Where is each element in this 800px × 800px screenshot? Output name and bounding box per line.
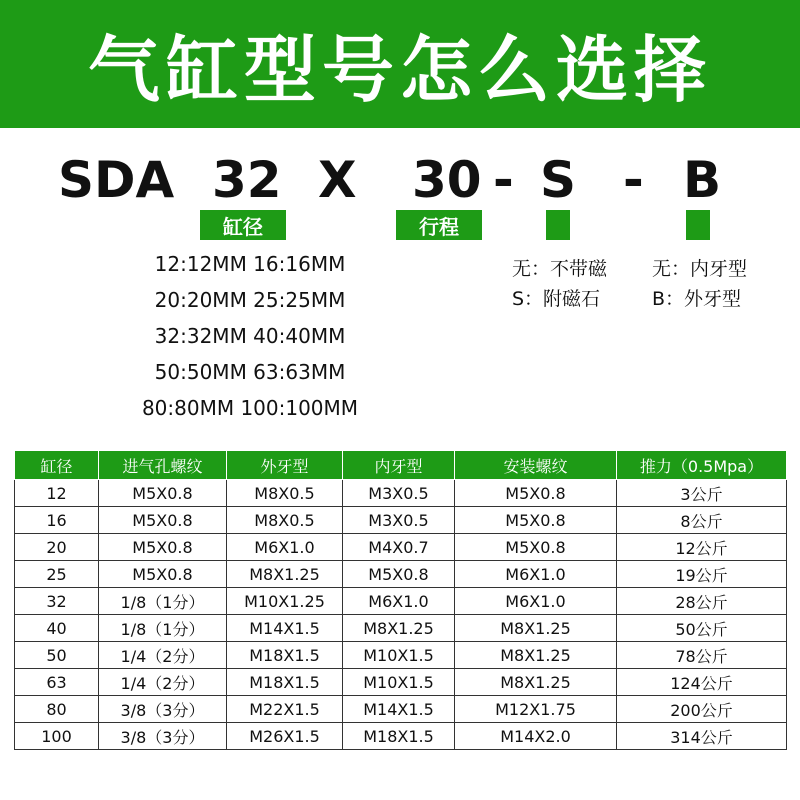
cell-mount-thread: M5X0.8 [455, 507, 617, 534]
code-thread: B [683, 151, 722, 209]
cell-thrust: 8公斤 [617, 507, 787, 534]
col-header-bore: 缸径 [15, 451, 99, 480]
col-header-mount-thread: 安装螺纹 [455, 451, 617, 480]
cell-thrust: 12公斤 [617, 534, 787, 561]
cell-mount-thread: M14X2.0 [455, 723, 617, 750]
code-magnet: S [540, 151, 577, 209]
cell-thrust: 314公斤 [617, 723, 787, 750]
cell-mount-thread: M8X1.25 [455, 642, 617, 669]
cell-outer-thread: M10X1.25 [227, 588, 343, 615]
code-dash-2: - [623, 151, 644, 209]
table-row [15, 561, 787, 588]
table-row [15, 507, 787, 534]
bore-size-line: 20:20MM 25:25MM [154, 288, 346, 312]
table-row [15, 534, 787, 561]
cell-bore: 12 [15, 480, 99, 507]
table-row [15, 480, 787, 507]
cell-bore: 20 [15, 534, 99, 561]
cell-bore: 50 [15, 642, 99, 669]
col-header-outer-thread: 外牙型 [227, 451, 343, 480]
cell-inner-thread: M3X0.5 [343, 480, 455, 507]
cell-port-thread: M5X0.8 [99, 507, 227, 534]
cell-bore: 25 [15, 561, 99, 588]
option-outer-thread: B：外牙型 [652, 288, 742, 310]
cell-outer-thread: M18X1.5 [227, 642, 343, 669]
table-header-row [15, 451, 787, 480]
cell-thrust: 3公斤 [617, 480, 787, 507]
table-row [15, 696, 787, 723]
code-bore: 32 [212, 151, 282, 209]
cell-port-thread: 1/4（2分） [99, 642, 227, 669]
cell-inner-thread: M3X0.5 [343, 507, 455, 534]
cell-port-thread: 1/8（1分） [99, 615, 227, 642]
code-x: X [318, 151, 357, 209]
cell-bore: 63 [15, 669, 99, 696]
cell-mount-thread: M6X1.0 [455, 561, 617, 588]
cell-outer-thread: M8X0.5 [227, 480, 343, 507]
cell-mount-thread: M5X0.8 [455, 480, 617, 507]
table-row [15, 723, 787, 750]
cell-thrust: 50公斤 [617, 615, 787, 642]
cell-outer-thread: M18X1.5 [227, 669, 343, 696]
cell-port-thread: M5X0.8 [99, 561, 227, 588]
cell-mount-thread: M8X1.25 [455, 615, 617, 642]
cell-inner-thread: M18X1.5 [343, 723, 455, 750]
cell-outer-thread: M8X0.5 [227, 507, 343, 534]
cell-port-thread: 3/8（3分） [99, 696, 227, 723]
cell-outer-thread: M8X1.25 [227, 561, 343, 588]
cell-port-thread: M5X0.8 [99, 480, 227, 507]
bore-size-line: 50:50MM 63:63MM [154, 360, 346, 384]
cell-inner-thread: M10X1.5 [343, 669, 455, 696]
code-dash-1: - [493, 151, 514, 209]
cell-thrust: 78公斤 [617, 642, 787, 669]
col-header-inner-thread: 内牙型 [343, 451, 455, 480]
page-title: 气缸型号怎么选择 [87, 28, 712, 112]
cell-port-thread: 1/4（2分） [99, 669, 227, 696]
thread-tag-marker [686, 210, 710, 240]
table-row [15, 642, 787, 669]
cell-bore: 32 [15, 588, 99, 615]
cell-outer-thread: M26X1.5 [227, 723, 343, 750]
cell-thrust: 28公斤 [617, 588, 787, 615]
cell-outer-thread: M22X1.5 [227, 696, 343, 723]
cell-outer-thread: M14X1.5 [227, 615, 343, 642]
cell-mount-thread: M5X0.8 [455, 534, 617, 561]
option-no-magnet: 无：不带磁 [512, 258, 608, 280]
cell-bore: 100 [15, 723, 99, 750]
cell-mount-thread: M6X1.0 [455, 588, 617, 615]
cell-port-thread: M5X0.8 [99, 534, 227, 561]
table-row [15, 615, 787, 642]
bore-size-line: 12:12MM 16:16MM [154, 252, 346, 276]
cell-port-thread: 3/8（3分） [99, 723, 227, 750]
bore-size-line: 80:80MM 100:100MM [141, 396, 359, 420]
cell-inner-thread: M10X1.5 [343, 642, 455, 669]
cell-inner-thread: M14X1.5 [343, 696, 455, 723]
cell-bore: 16 [15, 507, 99, 534]
spec-table [14, 450, 787, 750]
cell-thrust: 200公斤 [617, 696, 787, 723]
cell-inner-thread: M5X0.8 [343, 561, 455, 588]
table-body [15, 480, 787, 750]
cell-bore: 40 [15, 615, 99, 642]
code-series: SDA [58, 151, 175, 209]
cell-thrust: 124公斤 [617, 669, 787, 696]
col-header-port-thread: 进气孔螺纹 [99, 451, 227, 480]
cell-inner-thread: M6X1.0 [343, 588, 455, 615]
code-stroke: 30 [412, 151, 482, 209]
page-title-banner [0, 0, 800, 128]
option-with-magnet: S：附磁石 [512, 288, 601, 310]
bore-tag-label: 缸径 [223, 214, 263, 239]
cell-inner-thread: M8X1.25 [343, 615, 455, 642]
bore-size-list [120, 246, 380, 426]
stroke-tag [396, 210, 482, 240]
bore-size-line: 32:32MM 40:40MM [154, 324, 346, 348]
cell-inner-thread: M4X0.7 [343, 534, 455, 561]
cell-outer-thread: M6X1.0 [227, 534, 343, 561]
cell-bore: 80 [15, 696, 99, 723]
stroke-tag-label: 行程 [419, 214, 459, 239]
bore-tag [200, 210, 286, 240]
cell-mount-thread: M8X1.25 [455, 669, 617, 696]
option-legend [512, 256, 792, 312]
col-header-thrust: 推力（0.5Mpa） [617, 451, 787, 480]
magnet-tag-marker [546, 210, 570, 240]
cell-thrust: 19公斤 [617, 561, 787, 588]
cell-mount-thread: M12X1.75 [455, 696, 617, 723]
option-inner-thread: 无：内牙型 [652, 258, 748, 280]
table-row [15, 588, 787, 615]
table-row [15, 669, 787, 696]
cell-port-thread: 1/8（1分） [99, 588, 227, 615]
